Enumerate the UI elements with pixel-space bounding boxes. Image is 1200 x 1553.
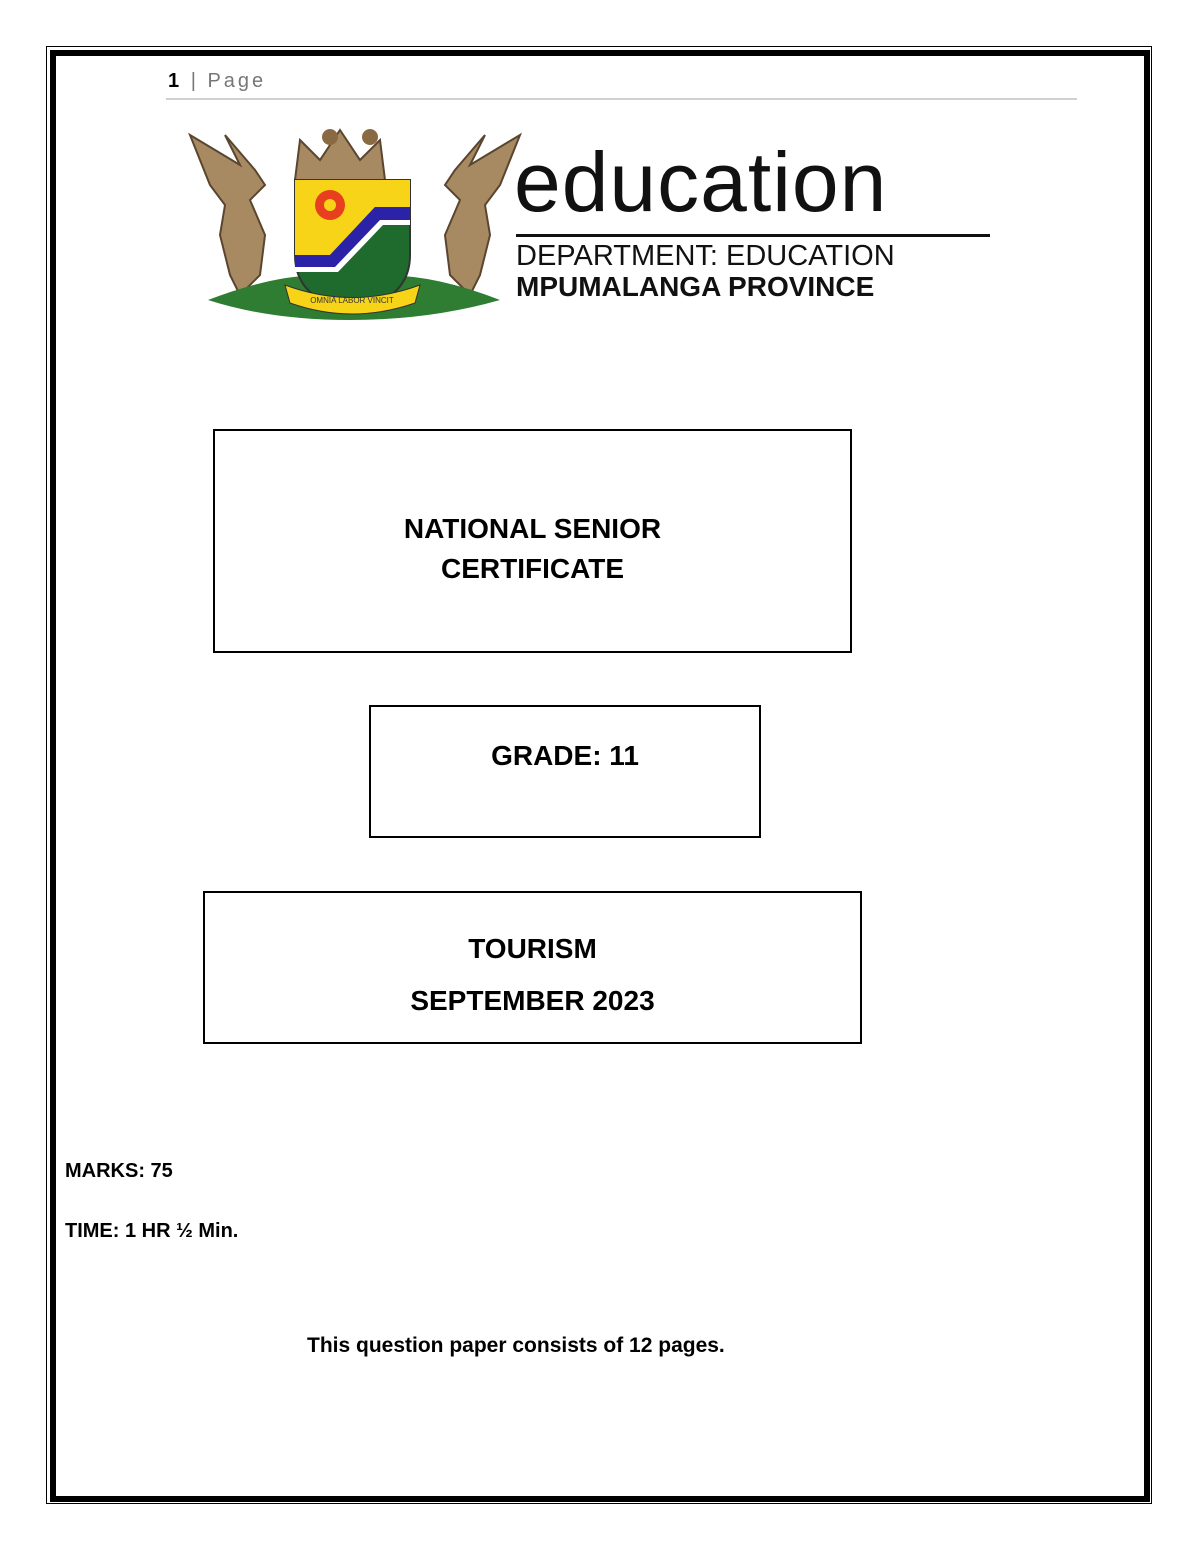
education-wordmark: education (514, 135, 888, 229)
grade-text: GRADE: 11 (491, 740, 639, 771)
subject-name: TOURISM (468, 933, 597, 964)
department-name: DEPARTMENT: EDUCATION (516, 240, 895, 272)
time-text: TIME: 1 HR ½ Min. (65, 1220, 239, 1242)
wordmark-underline (516, 234, 990, 237)
certificate-box (213, 429, 852, 653)
certificate-line-1: NATIONAL SENIOR (403, 513, 662, 544)
page-label: | Page (190, 70, 267, 92)
province-name: MPUMALANGA PROVINCE (516, 271, 875, 302)
grade-box (369, 705, 761, 838)
certificate-line-2: CERTIFICATE (440, 553, 625, 584)
exam-session: SEPTEMBER 2023 (410, 985, 655, 1016)
header-divider (166, 98, 1077, 100)
page-count-note: This question paper consists of 12 pages. (307, 1334, 725, 1357)
motto-text: OMNIA LABOR VINCIT (310, 296, 394, 305)
subject-box (203, 891, 862, 1044)
page-header (168, 70, 266, 93)
marks-text: MARKS: 75 (65, 1160, 173, 1182)
page-number: 1 (168, 70, 183, 92)
